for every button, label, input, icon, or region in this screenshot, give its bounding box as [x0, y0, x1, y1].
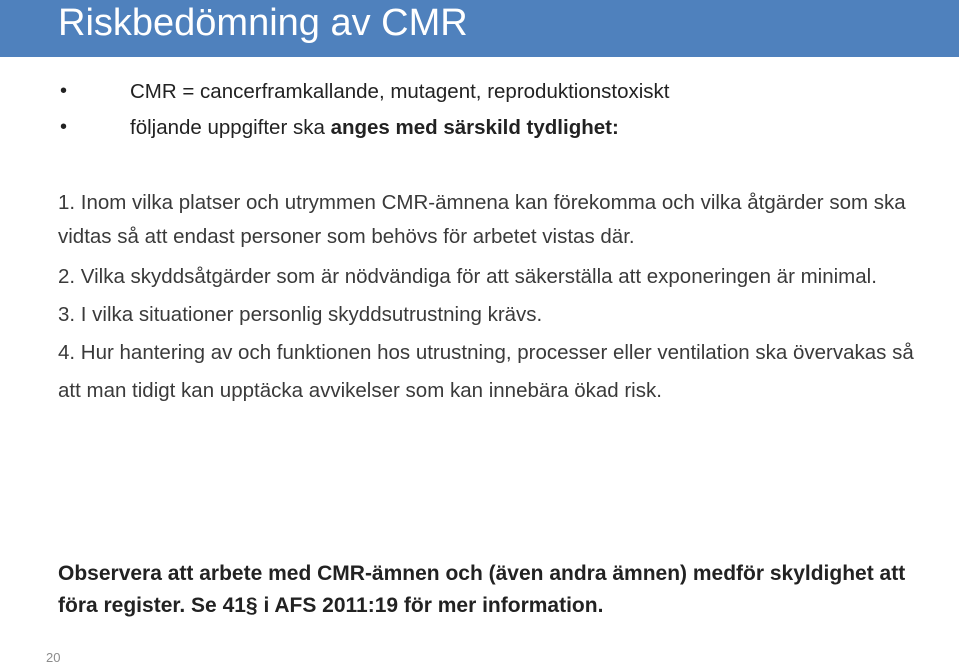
bullet-bold-text: anges med särskild tydlighet:: [330, 116, 619, 139]
bullet-item: [58, 80, 670, 116]
bullet-list: [58, 80, 670, 152]
bullet-text: följande uppgifter ska: [130, 116, 331, 139]
numbered-item-4: 4. Hur hantering av och funktionen hos utrustning, processer eller ventilation ska övervakas så att man tidigt kan upptäcka avvikelser som kan innebära ökad risk.: [58, 341, 914, 402]
numbered-item-2: 2. Vilka skyddsåtgärder som är nödvändiga för att säkerställa att exponeringen är minimal.: [58, 265, 877, 288]
bullet-icon: •: [60, 80, 68, 102]
numbered-item-1: 1. Inom vilka platser och utrymmen CMR-ämnena kan förekomma och vilka åtgärder som ska vidtas så att endast personer som behövs för arbetet vistas där.: [58, 191, 906, 248]
register-note: Observera att arbete med CMR-ämnen och (även andra ämnen) medför skyldighet att föra register. Se 41§ i AFS 2011:19 för mer information.: [58, 562, 906, 617]
bullet-text: CMR = cancerframkallande, mutagent, reproduktionstoxiskt: [130, 80, 670, 103]
slide-title: Riskbedömning av CMR: [58, 2, 468, 44]
numbered-item-3: 3. I vilka situationer personlig skyddsutrustning krävs.: [58, 303, 543, 326]
bullet-item: [58, 116, 670, 152]
numbered-list: [58, 186, 918, 410]
bullet-icon: •: [60, 116, 68, 138]
title-bar: [0, 0, 959, 57]
slide-number: 20: [46, 650, 61, 665]
